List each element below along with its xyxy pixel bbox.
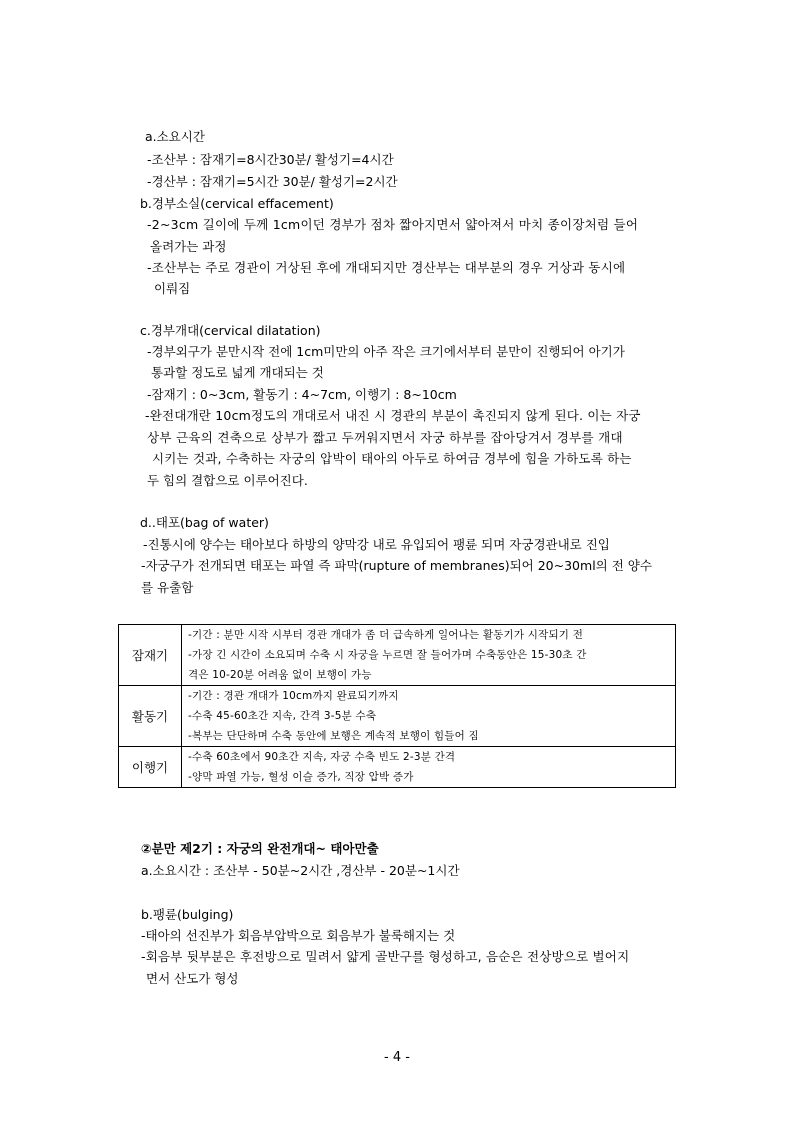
text-line: 시키는 것과, 수축하는 자궁의 압박이 태아의 아두로 하여금 경부에 힘을 가하도록 하는 — [152, 451, 632, 466]
text-line: -2~3cm 길이에 두께 1cm이던 경부가 점차 짧아지면서 얇아져서 마치 종이장처럼 들어 — [147, 217, 639, 232]
section-heading: d..태포(bag of water) — [140, 515, 269, 530]
text-line: 두 힘의 결합으로 이루어진다. — [147, 473, 308, 488]
section-heading: b.팽륜(bulging) — [141, 907, 234, 922]
text-line: -진통시에 양수는 태아보다 하방의 양막강 내로 유입되어 팽륜 되며 자궁경관내로 진입 — [143, 537, 610, 552]
text-line: a.소요시간 : 조산부 - 50분~2시간 ,경산부 - 20분~1시간 — [141, 863, 460, 878]
text-line: 통과할 정도로 넓게 개대되는 것 — [151, 365, 324, 380]
text-line: -조산부는 주로 경관이 거상된 후에 개대되지만 경산부는 대부분의 경우 거상과 동시에 — [147, 260, 626, 275]
cell-line: -기간 : 경관 개대가 10cm까지 완료되기까지 — [188, 690, 399, 702]
cell-line: -복부는 단단하며 수축 동안에 보행은 계속적 보행이 힘들어 짐 — [188, 730, 479, 742]
section-heading: c.경부개대(cervical dilatation) — [140, 323, 321, 338]
row-label: 활동기 — [119, 686, 182, 747]
text-line: -경산부 : 잠재기=5시간 30분/ 활성기=2시간 — [147, 174, 398, 189]
text-line: 면서 산도가 형성 — [146, 971, 239, 986]
text-line: -태아의 선진부가 회음부압박으로 회음부가 불룩해지는 것 — [141, 928, 456, 943]
text-line: -회음부 뒷부분은 후전방으로 밀려서 얇게 골반구를 형성하고, 음순은 전상방으로 벌어지 — [141, 949, 630, 964]
text-line: 올려가는 과정 — [150, 239, 227, 254]
stage2-heading: ②분만 제2기 : 자궁의 완전개대~ 태아만출 — [141, 841, 379, 856]
labor-stage-table — [118, 624, 676, 788]
text-line: -조산부 : 잠재기=8시간30분/ 활성기=4시간 — [147, 152, 394, 167]
text-line: 상부 근육의 견축으로 상부가 짧고 두꺼워지면서 자궁 하부를 잡아당겨서 경부를 개대 — [147, 430, 623, 445]
cell-line: -수축 45-60초간 지속, 간격 3-5분 수축 — [188, 710, 377, 722]
row-content — [182, 747, 676, 788]
table-row — [119, 747, 676, 788]
text-line: -잠재기 : 0~3cm, 활동기 : 4~7cm, 이행기 : 8~10cm — [147, 387, 457, 402]
row-content — [182, 625, 676, 686]
text-line: -완전대개란 10cm정도의 개대로서 내진 시 경관의 부분이 촉진되지 않게 된다. 이는 자궁 — [145, 408, 641, 423]
row-content — [182, 686, 676, 747]
cell-line: -가장 긴 시간이 소요되며 수축 시 자궁을 누르면 잘 들어가며 수축동안은 15-30초 간 — [188, 649, 587, 661]
cell-line: -수축 60초에서 90초간 지속, 자궁 수축 빈도 2-3분 간격 — [188, 751, 456, 763]
page-number: - 4 - — [384, 1050, 410, 1065]
text-line: 를 유출함 — [141, 580, 194, 595]
table-row — [119, 625, 676, 686]
cell-line: -기간 : 분만 시작 시부터 경관 개대가 좀 더 급속하게 일어나는 활동기가 시작되기 전 — [188, 629, 584, 641]
cell-line: 격은 10-20분 어려움 없이 보행이 가능 — [188, 669, 372, 681]
text-line: -경부외구가 분만시작 전에 1cm미만의 아주 작은 크기에서부터 분만이 진행되어 아기가 — [147, 344, 625, 359]
cell-line: -양막 파열 가능, 혈성 이슬 증가, 직장 압박 증가 — [188, 771, 414, 783]
text-line: 이뤄짐 — [154, 281, 191, 296]
row-label: 잠재기 — [119, 625, 182, 686]
table-row — [119, 686, 676, 747]
row-label: 이행기 — [119, 747, 182, 788]
text-line: -자궁구가 전개되면 태포는 파열 즉 파막(rupture of membranes)되어 20~30ml의 전 양수 — [141, 558, 652, 573]
text-line: a.소요시간 — [145, 129, 205, 144]
section-heading: b.경부소실(cervical effacement) — [140, 196, 334, 211]
